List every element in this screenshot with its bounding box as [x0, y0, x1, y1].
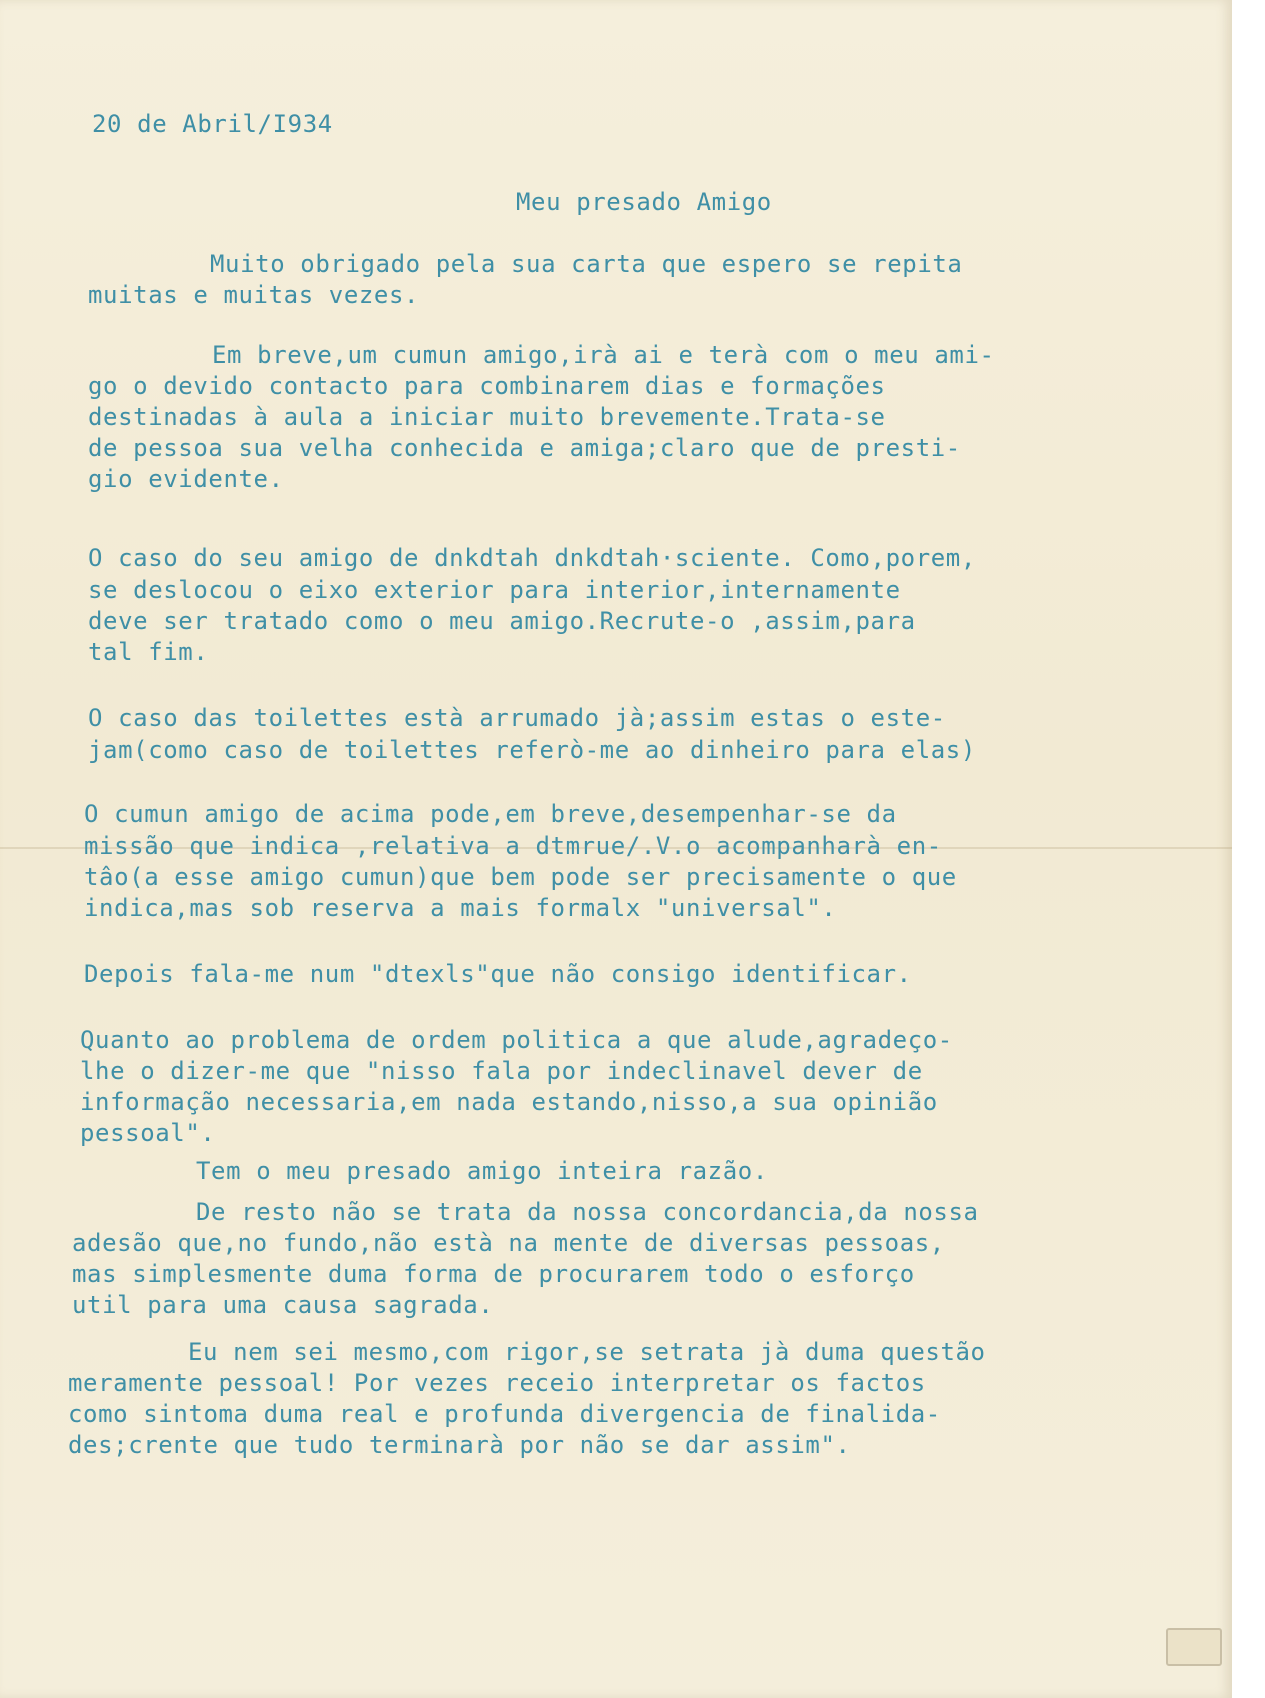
body-line: de pessoa sua velha conhecida e amiga;claro que de presti-: [88, 434, 961, 462]
body-line: indica,mas sob reserva a mais formalx "universal".: [84, 894, 837, 922]
body-line: Tem o meu presado amigo inteira razão.: [196, 1157, 768, 1185]
body-line: mas simplesmente duma forma de procurarem todo o esforço: [72, 1260, 915, 1288]
body-line: O cumun amigo de acima pode,em breve,desempenhar-se da: [84, 800, 897, 828]
body-line: informação necessaria,em nada estando,nisso,a sua opinião: [80, 1088, 938, 1116]
body-line: muitas e muitas vezes.: [88, 281, 420, 309]
body-line: adesão que,no fundo,não està na mente de diversas pessoas,: [72, 1229, 945, 1257]
body-line: lhe o dizer-me que "nisso fala por indeclinavel dever de: [80, 1057, 923, 1085]
body-line: jam(como caso de toilettes referò-me ao dinheiro para elas): [88, 736, 976, 764]
body-line: missão que indica ,relativa a dtmrue/.V.o acompanharà en-: [84, 832, 942, 860]
body-line: destinadas à aula a iniciar muito brevemente.Trata-se: [88, 403, 886, 431]
body-line: tâo(a esse amigo cumun)que bem pode ser precisamente o que: [84, 863, 957, 891]
body-line: meramente pessoal! Por vezes receio interpretar os factos: [68, 1369, 926, 1397]
body-line: O caso do seu amigo de dnkdtah dnkdtah·sciente. Como,porem,: [88, 544, 976, 572]
body-line: go o devido contacto para combinarem dias e formações: [88, 372, 886, 400]
body-line: Quanto ao problema de ordem politica a que alude,agradeço-: [80, 1026, 953, 1054]
body-line: se deslocou o eixo exterior para interior,internamente: [88, 576, 901, 604]
body-line: tal fim.: [88, 638, 209, 666]
letter-date: 20 de Abril/I934: [92, 110, 333, 138]
body-line: util para uma causa sagrada.: [72, 1291, 494, 1319]
body-line: O caso das toilettes està arrumado jà;assim estas o este-: [88, 704, 946, 732]
letter-salutation: Meu presado Amigo: [516, 188, 772, 216]
body-line: Muito obrigado pela sua carta que espero se repita: [210, 250, 963, 278]
body-line: Depois fala-me num "dtexls"que não consigo identificar.: [84, 960, 912, 988]
body-line: gio evidente.: [88, 465, 284, 493]
body-line: como sintoma duma real e profunda divergencia de finalida-: [68, 1400, 941, 1428]
body-line: deve ser tratado como o meu amigo.Recrute-o ,assim,para: [88, 607, 916, 635]
body-line: Eu nem sei mesmo,com rigor,se setrata jà duma questão: [188, 1338, 986, 1366]
body-line: pessoal".: [80, 1119, 216, 1147]
body-line: des;crente que tudo terminarà por não se dar assim".: [68, 1431, 851, 1459]
archive-stamp: [1166, 1628, 1222, 1666]
body-line: Em breve,um cumun amigo,irà ai e terà com o meu ami-: [212, 341, 995, 369]
body-line: De resto não se trata da nossa concordancia,da nossa: [196, 1198, 979, 1226]
